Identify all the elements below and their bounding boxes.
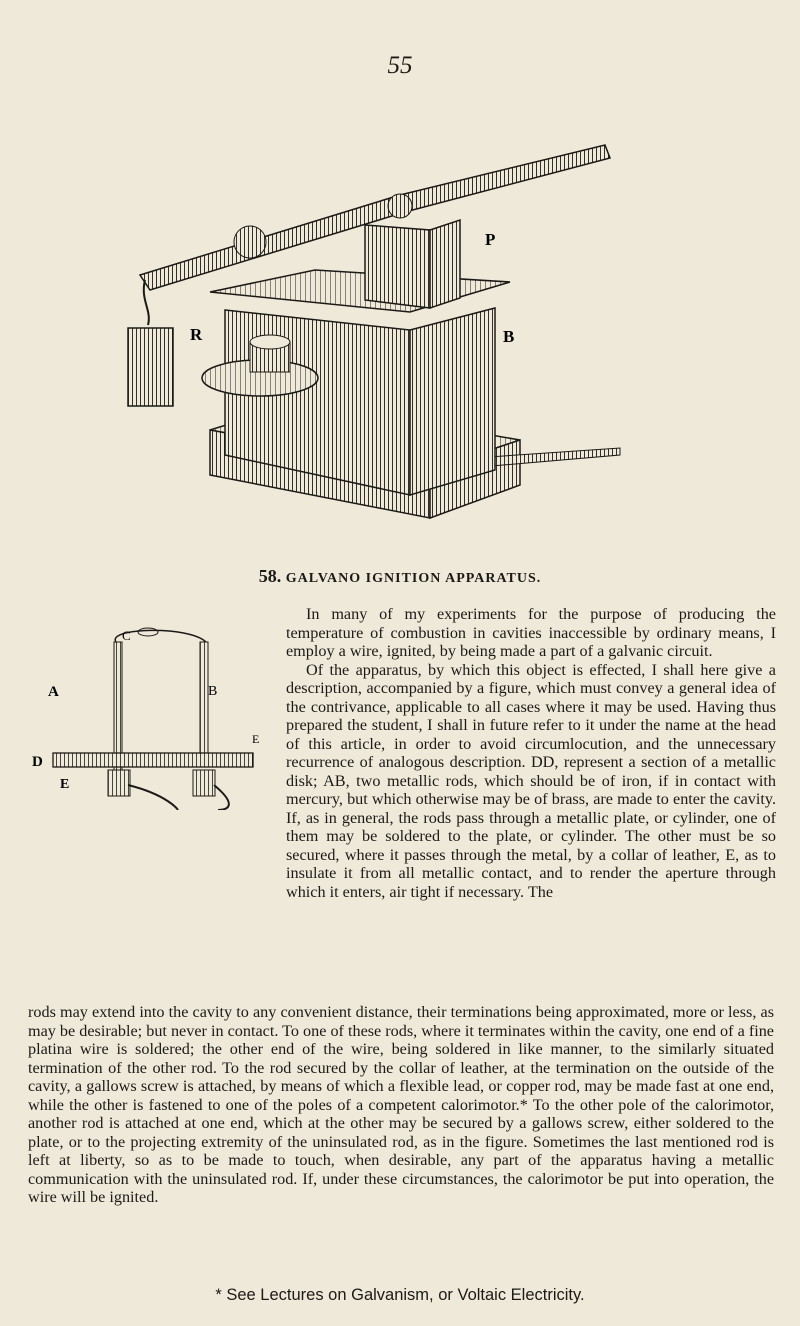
figure-caption bbox=[0, 566, 800, 587]
figure-label-r: R bbox=[190, 325, 203, 344]
body-text-wide bbox=[28, 1003, 774, 1207]
figure-title: GALVANO IGNITION APPARATUS. bbox=[285, 571, 542, 586]
side-label-c: C bbox=[122, 628, 131, 643]
galvano-ignition-apparatus-illustration bbox=[100, 130, 660, 550]
page-number: 55 bbox=[387, 52, 413, 79]
side-label-e-left: E bbox=[60, 777, 70, 792]
rod-section-diagram bbox=[28, 620, 278, 810]
side-label-b: B bbox=[208, 684, 218, 699]
side-label-a: A bbox=[48, 684, 59, 700]
figure-label-p: P bbox=[485, 230, 496, 249]
figure-number: 58. bbox=[258, 566, 282, 586]
footnote: * See Lectures on Galvanism, or Voltaic Electricity. bbox=[215, 1286, 585, 1304]
body-text-narrow bbox=[286, 605, 776, 901]
side-label-d: D bbox=[32, 754, 43, 770]
figure-label-b: B bbox=[503, 327, 515, 346]
paragraph-1: In many of my experiments for the purpose of producing the temperature of combustion in cavities inaccessible by ordinary means, I employ a wire, ignited, by being made a part of a galvanic circuit. bbox=[286, 605, 776, 660]
paragraph-2-continued: rods may extend into the cavity to any convenient distance, their terminations being approximated, more or less, as may be desirable; but never in contact. To one of these rods, where it terminates within the cavity, one end of a fine platina wire is soldered; the other end of the wire, being soldered in like manner, to the similarly situated termination of the other rod. To the rod secured by the collar of leather, at the termination on the outside of the cavity, a gallows screw is attached, by means of which a flexible lead, or copper rod, may be made fast at one end, while the other is fastened to one of the poles of a competent calorimotor.* To the other pole of the calorimotor, another rod is attached at one end, which at the other may be secured by a gallows screw, either soldered to the plate, or to the projecting extremity of the uninsulated rod, as in the figure. Sometimes the last mentioned rod is left at liberty, so as to be made to touch, when desirable, any part of the apparatus having a metallic communication with the uninsulated rod. If, under these circumstances, the calorimotor be put into operation, the wire will be ignited. bbox=[28, 1003, 774, 1206]
side-label-e-right: E bbox=[252, 732, 260, 746]
paragraph-2-start: Of the apparatus, by which this object is effected, I shall here give a description, accompanied by a figure, which must convey a general idea of the contrivance, applicable to all cases where it may be used. Having thus prepared the student, I shall in future refer to it under the name at the head of this article, in order to avoid circumlocution, and the unnecessary recurrence of analogous description. DD, represent a section of a metallic disk; AB, two metallic rods, which should be of iron, if in contact with mercury, but which otherwise may be of brass, are made to enter the cavity. If, as in general, the rods pass through a metallic plate, or cylinder, one of them may be soldered to the plate, or cylinder. The other must be so secured, where it passes through the metal, by a collar of leather, E, as to insulate it from all metallic contact, and to render the aperture through which it enters, air tight if necessary. The bbox=[286, 660, 776, 901]
